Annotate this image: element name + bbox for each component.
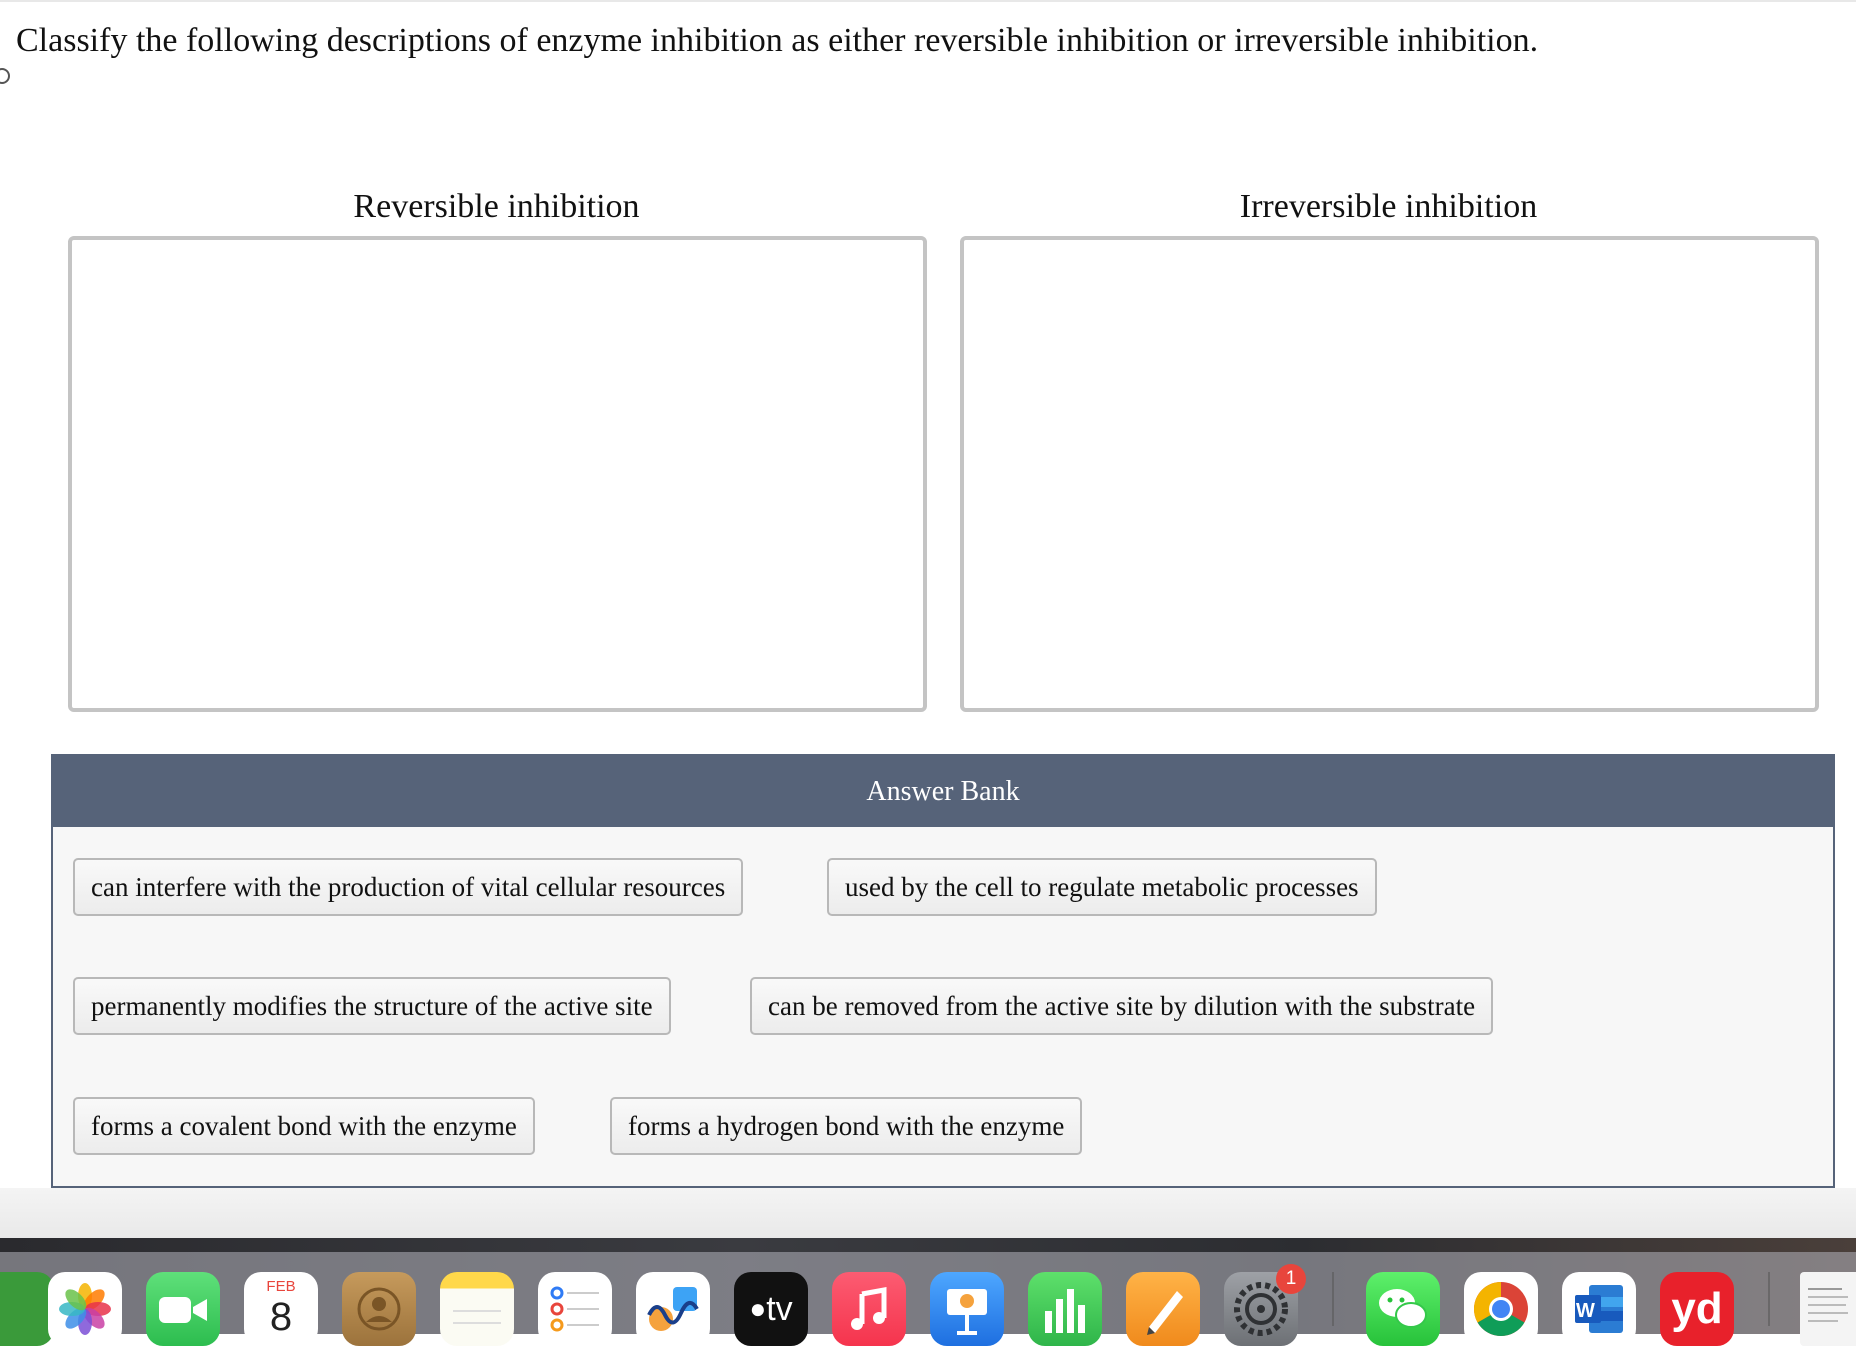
word-icon[interactable] xyxy=(1562,1272,1636,1346)
freeform-icon[interactable] xyxy=(636,1272,710,1346)
contacts-icon[interactable] xyxy=(342,1272,416,1346)
apple-tv-icon[interactable] xyxy=(734,1272,808,1346)
pages-icon[interactable] xyxy=(1126,1272,1200,1346)
dock-separator xyxy=(1332,1272,1334,1326)
answer-chip[interactable]: can be removed from the active site by dilution with the substrate xyxy=(750,977,1493,1035)
partial-app-icon[interactable] xyxy=(0,1272,54,1346)
chrome-icon[interactable] xyxy=(1464,1272,1538,1346)
reminders-icon[interactable] xyxy=(538,1272,612,1346)
answer-chip[interactable]: forms a covalent bond with the enzyme xyxy=(73,1097,535,1155)
reversible-zone-title: Reversible inhibition xyxy=(353,188,640,225)
answer-chip[interactable]: can interfere with the production of vital cellular resources xyxy=(73,858,743,916)
answer-chip[interactable]: permanently modifies the structure of the active site xyxy=(73,977,671,1035)
reversible-drop-zone[interactable] xyxy=(68,236,927,712)
answer-chip[interactable]: used by the cell to regulate metabolic processes xyxy=(827,858,1377,916)
calendar-month: FEB xyxy=(266,1278,296,1295)
irreversible-drop-zone[interactable] xyxy=(960,236,1819,712)
wechat-icon[interactable] xyxy=(1366,1272,1440,1346)
word-letter: W xyxy=(1576,1300,1595,1322)
answer-chip[interactable]: forms a hydrogen bond with the enzyme xyxy=(610,1097,1082,1155)
top-divider xyxy=(0,0,1856,2)
tv-label: tv xyxy=(766,1289,793,1328)
question-prompt: Classify the following descriptions of enzyme inhibition as either reversible inhibition or irreversible inhibition. xyxy=(16,22,1539,59)
calendar-day: 8 xyxy=(269,1295,293,1339)
edge-indicator xyxy=(0,68,10,84)
document-thumbnail-icon[interactable] xyxy=(1800,1272,1856,1346)
notification-badge: 1 xyxy=(1276,1264,1306,1294)
youdao-icon[interactable] xyxy=(1660,1272,1734,1346)
page-bottom-area xyxy=(0,1188,1856,1238)
photos-icon[interactable] xyxy=(48,1272,122,1346)
answer-bank-header: Answer Bank xyxy=(53,756,1833,827)
facetime-icon[interactable] xyxy=(146,1272,220,1346)
numbers-icon[interactable] xyxy=(1028,1272,1102,1346)
irreversible-zone-title: Irreversible inhibition xyxy=(1239,188,1538,225)
keynote-icon[interactable] xyxy=(930,1272,1004,1346)
youdao-label: yd xyxy=(1671,1284,1723,1333)
dock-separator xyxy=(1768,1272,1770,1326)
music-icon[interactable] xyxy=(832,1272,906,1346)
apple-logo-icon: ● xyxy=(749,1293,767,1324)
calendar-icon[interactable] xyxy=(244,1272,318,1346)
notes-icon[interactable] xyxy=(440,1272,514,1346)
